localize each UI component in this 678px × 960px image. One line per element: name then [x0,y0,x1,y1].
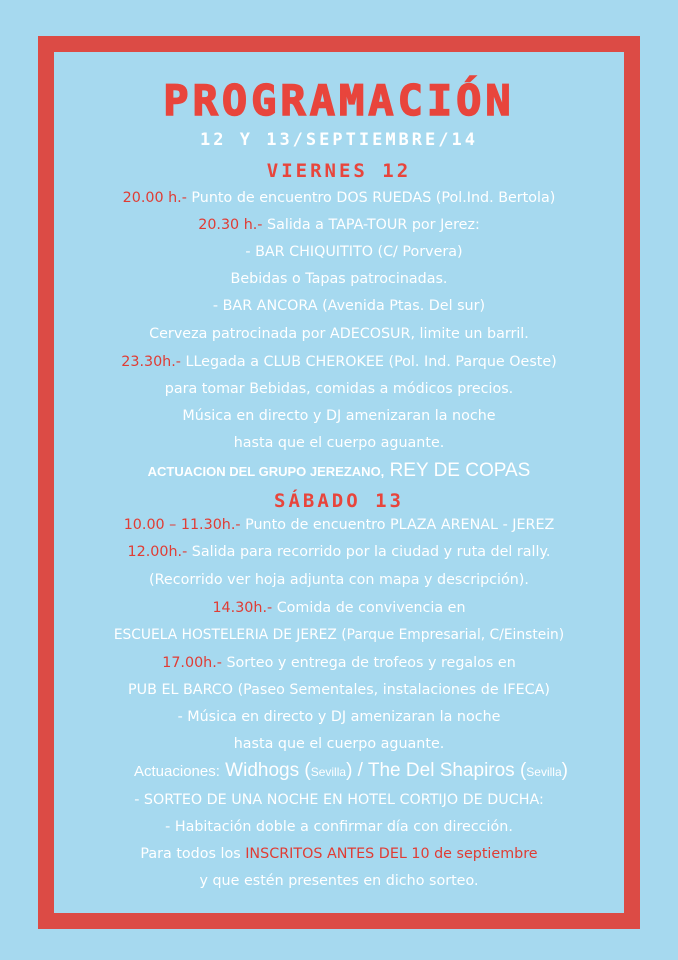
friday-line-6: Cerveza patrocinada por ADECOSUR, limite un barril. [149,326,529,342]
saturday-line-2 [0,544,678,560]
saturday-act-sep: ) / The Del Shapiros ( [346,760,527,781]
saturday-act-end: ) [561,760,568,781]
saturday-line-4 [0,600,678,616]
poster-subtitle: 12 Y 13/SEPTIEMBRE/14 [200,130,478,150]
saturday-text-4: Comida de convivencia en [272,600,466,616]
saturday-text-2: Salida para recorrido por la ciudad y ruta del rally. [187,544,551,560]
saturday-act-city2: Sevilla [526,765,562,779]
saturday-act-band1: Widhogs ( [219,760,311,781]
friday-act-line [0,460,678,482]
saturday-text-12a: Para todos los [140,846,246,862]
friday-line-4: Bebidas o Tapas patrocinadas. [230,271,448,287]
friday-line-7 [0,354,678,370]
friday-act-big: REY DE COPAS [384,460,531,481]
saturday-line-9: hasta que el cuerpo aguante. [233,736,445,752]
saturday-time-2: 12.00h.- [127,544,188,560]
saturday-act-city1: Sevilla [310,765,347,779]
poster-title: PROGRAMACIÓN [163,76,515,125]
saturday-line-5: ESCUELA HOSTELERIA DE JEREZ (Parque Empresarial, C/Einstein) [113,627,565,643]
saturday-heading: SÁBADO 13 [274,490,404,512]
saturday-text-12-highlight: INSCRITOS ANTES DEL 10 de septiembre [245,846,538,862]
saturday-time-1: 10.00 – 11.30h.- [123,517,241,533]
friday-line-2 [0,217,678,233]
friday-time-2: 20.30 h.- [198,217,263,233]
friday-line-5: - BAR ANCORA (Avenida Ptas. Del sur) [212,298,486,314]
friday-text-7: LLegada a CLUB CHEROKEE (Pol. Ind. Parque Oeste) [180,354,557,370]
saturday-line-3: (Recorrido ver hoja adjunta con mapa y descripción). [149,572,529,588]
friday-time-7: 23.30h.- [121,354,181,370]
saturday-line-6 [0,655,678,671]
friday-time-1: 20.00 h.- [122,190,187,206]
friday-line-1 [0,190,678,206]
friday-line-8: para tomar Bebidas, comidas a módicos precios. [164,381,514,397]
saturday-text-6: Sorteo y entrega de trofeos y regalos en [221,655,516,671]
saturday-act-label: Actuaciones: [134,763,220,780]
saturday-line-11: - Habitación doble a confirmar día con dirección. [165,819,513,835]
saturday-line-13: y que estén presentes en dicho sorteo. [199,873,479,889]
friday-line-3: - BAR CHIQUITITO (C/ Porvera) [245,244,463,260]
saturday-line-10: - SORTEO DE UNA NOCHE EN HOTEL CORTIJO DE DUCHA: [134,792,544,808]
saturday-text-1: Punto de encuentro PLAZA ARENAL - JEREZ [240,517,555,533]
saturday-line-8: - Música en directo y DJ amenizaran la noche [177,709,501,725]
saturday-time-6: 17.00h.- [162,655,222,671]
friday-act-small: ACTUACION DEL GRUPO JEREZANO, [147,464,385,479]
friday-line-9: Música en directo y DJ amenizaran la noche [182,408,496,424]
saturday-line-1 [0,517,678,533]
friday-line-10: hasta que el cuerpo aguante. [233,435,445,451]
saturday-act-line [0,760,678,782]
saturday-time-4: 14.30h.- [212,600,273,616]
friday-text-2: Salida a TAPA-TOUR por Jerez: [262,217,480,233]
friday-text-1: Punto de encuentro DOS RUEDAS (Pol.Ind. Bertola) [186,190,556,206]
saturday-line-7: PUB EL BARCO (Paseo Sementales, instalaciones de IFECA) [128,682,550,698]
saturday-line-12 [0,846,678,862]
friday-heading: VIERNES 12 [266,160,412,182]
